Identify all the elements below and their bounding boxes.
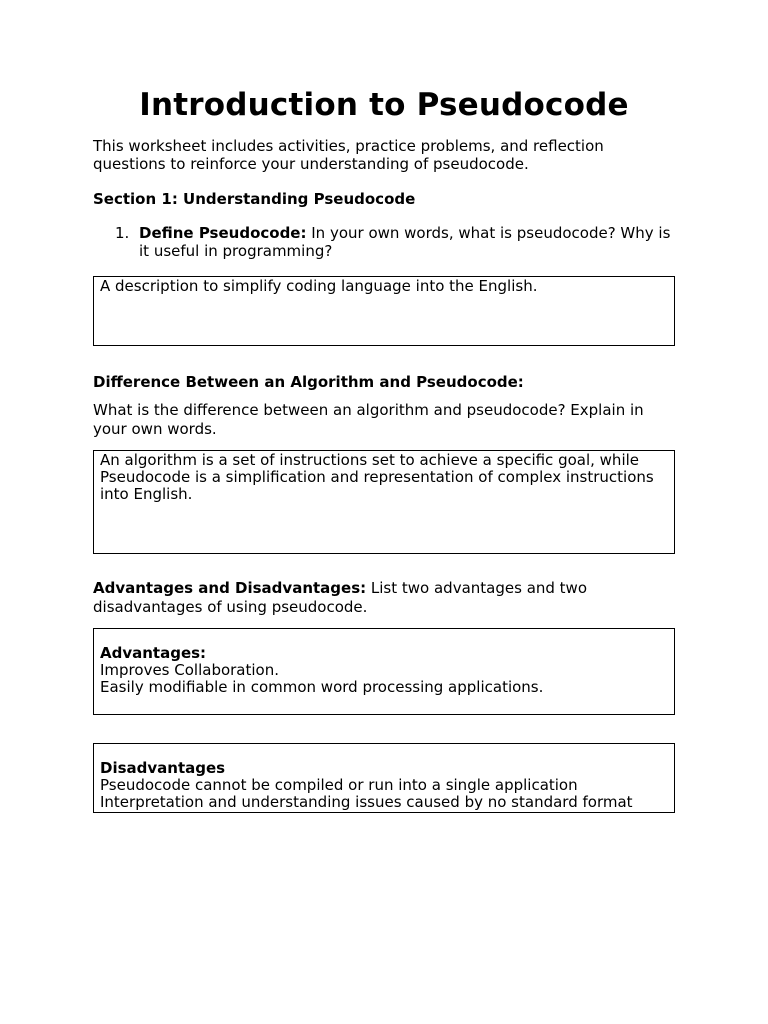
advantages-disadvantages-body: List two advantages and two disadvantages of using pseudocode.: [93, 579, 588, 616]
advantage-item: Improves Collaboration.: [100, 661, 279, 679]
answer-box-1[interactable]: [93, 276, 675, 346]
question-1-body: In your own words, what is pseudocode? Why is it useful in programming?: [139, 224, 671, 260]
advantages-disadvantages-question: [93, 579, 675, 617]
answer-box-2[interactable]: [93, 450, 675, 554]
disadvantage-item: Pseudocode cannot be compiled or run into a single application: [100, 776, 578, 794]
disadvantages-box[interactable]: [93, 743, 675, 813]
answer-1-text: A description to simplify coding language into the English.: [100, 277, 538, 295]
question-1-label: Define Pseudocode:: [139, 224, 307, 242]
advantages-disadvantages-label: Advantages and Disadvantages:: [93, 579, 367, 597]
advantages-box[interactable]: [93, 628, 675, 715]
question-1-text: [139, 224, 675, 260]
worksheet-page: [93, 84, 675, 813]
advantages-heading: Advantages:: [100, 644, 207, 662]
disadvantages-heading: Disadvantages: [100, 759, 226, 777]
question-1-number: 1.: [115, 224, 130, 242]
question-1: [115, 224, 675, 260]
difference-question: What is the difference between an algorithm and pseudocode? Explain in your own words.: [93, 401, 644, 438]
answer-2-text: An algorithm is a set of instructions set to achieve a specific goal, while Pseudocode is a simplification and representation of complex instructions into English.: [100, 451, 654, 503]
section-1-heading: Section 1: Understanding Pseudocode: [93, 190, 416, 208]
advantage-item: Easily modifiable in common word processing applications.: [100, 678, 544, 696]
intro-paragraph: This worksheet includes activities, practice problems, and reflection questions to reinforce your understanding of pseudocode.: [93, 137, 604, 173]
disadvantage-item: Interpretation and understanding issues caused by no standard format: [100, 793, 633, 811]
difference-heading: Difference Between an Algorithm and Pseudocode:: [93, 373, 524, 391]
page-title: Introduction to Pseudocode: [139, 87, 629, 123]
